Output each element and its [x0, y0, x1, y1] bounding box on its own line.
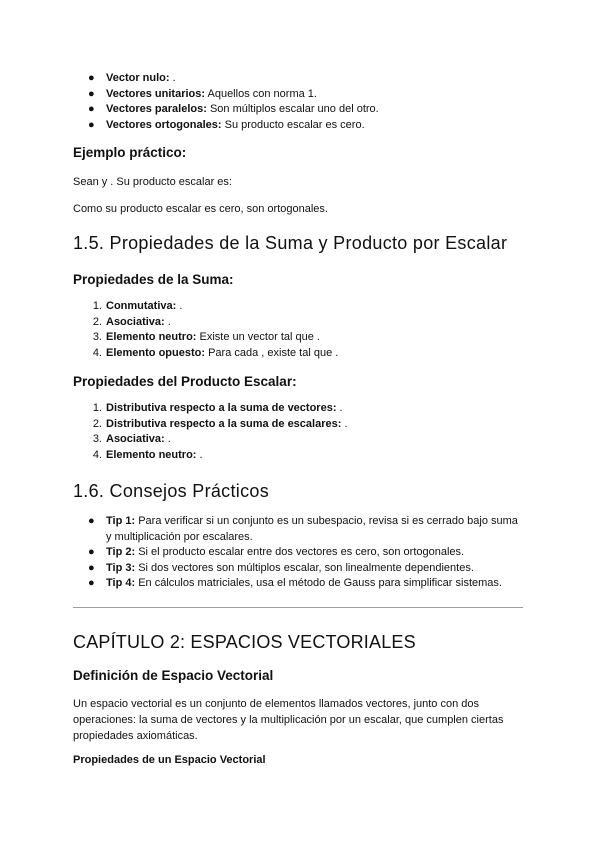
list-item: 4. Elemento neutro: . — [92, 448, 203, 461]
section-1-5-title: 1.5. Propiedades de la Suma y Producto por Escalar — [73, 233, 508, 253]
bullet-icon: ● — [88, 577, 95, 589]
list-item: 1. Distributiva respecto a la suma de vectores: . — [92, 402, 343, 414]
example-heading: Ejemplo práctico: — [73, 145, 187, 160]
list-item: ● Vectores unitarios: Aquellos con norma 1. — [80, 87, 379, 103]
list-item: 3. Asociativa: . — [92, 433, 171, 445]
list-item: 2. Distributiva respecto a la suma de escalares: . — [92, 417, 348, 430]
chapter-2-title: CAPÍTULO 2: ESPACIOS VECTORIALES — [73, 632, 416, 652]
definition-paragraph: Un espacio vectorial es un conjunto de elementos llamados vectores, junto con dos operaciones: la suma de vectores y la multiplicación por un escalar, que cumplen ciertas propiedades axiomáticas. — [73, 698, 504, 742]
bullet-icon: ● — [88, 103, 95, 115]
list-item: ● Tip 2: Si el producto escalar entre dos vectores es cero, son ortogonales. — [80, 545, 530, 561]
bullet-icon: ● — [88, 561, 95, 574]
scalar-properties-list — [80, 401, 348, 463]
example-line-2: Como su producto escalar es cero, son ortogonales. — [73, 203, 328, 215]
example-line-1: Sean y . Su producto escalar es: — [73, 176, 232, 188]
list-item: ● Vector nulo: . — [80, 71, 379, 87]
list-item: ● Vectores paralelos: Son múltiplos escalar uno del otro. — [80, 102, 379, 118]
list-item: 3. Elemento neutro: Existe un vector tal que . — [92, 331, 320, 343]
bullet-icon: ● — [88, 118, 95, 131]
bullet-icon: ● — [88, 87, 95, 100]
vector-types-list — [80, 71, 379, 133]
bullet-icon: ● — [88, 515, 95, 527]
list-item: 2. Asociativa: . — [92, 315, 171, 328]
list-item: ● Vectores ortogonales: Su producto escalar es cero. — [80, 118, 379, 134]
list-item: 4. Elemento opuesto: Para cada , existe tal que . — [92, 346, 339, 359]
horizontal-divider — [73, 607, 523, 608]
list-item: 1. Conmutativa: . — [92, 300, 183, 312]
list-item: ● Tip 3: Si dos vectores son múltiplos escalar, son linealmente dependientes. — [80, 561, 530, 577]
list-item: ● Tip 4: En cálculos matriciales, usa el método de Gauss para simplificar sistemas. — [80, 576, 530, 592]
sum-properties-heading: Propiedades de la Suma: — [73, 272, 234, 287]
tips-list — [80, 514, 530, 592]
bullet-icon: ● — [88, 546, 95, 558]
section-1-6-title: 1.6. Consejos Prácticos — [73, 481, 269, 501]
list-item: ● Tip 1: Para verificar si un conjunto es un subespacio, revisa si es cerrado bajo suma y multiplicación por escalares. — [88, 515, 518, 543]
bullet-icon: ● — [88, 72, 95, 84]
vector-space-definition-heading: Definición de Espacio Vectorial — [73, 668, 274, 683]
scalar-properties-heading: Propiedades del Producto Escalar: — [73, 374, 297, 389]
sum-properties-list — [80, 299, 338, 361]
vector-space-properties-heading: Propiedades de un Espacio Vectorial — [73, 754, 266, 766]
